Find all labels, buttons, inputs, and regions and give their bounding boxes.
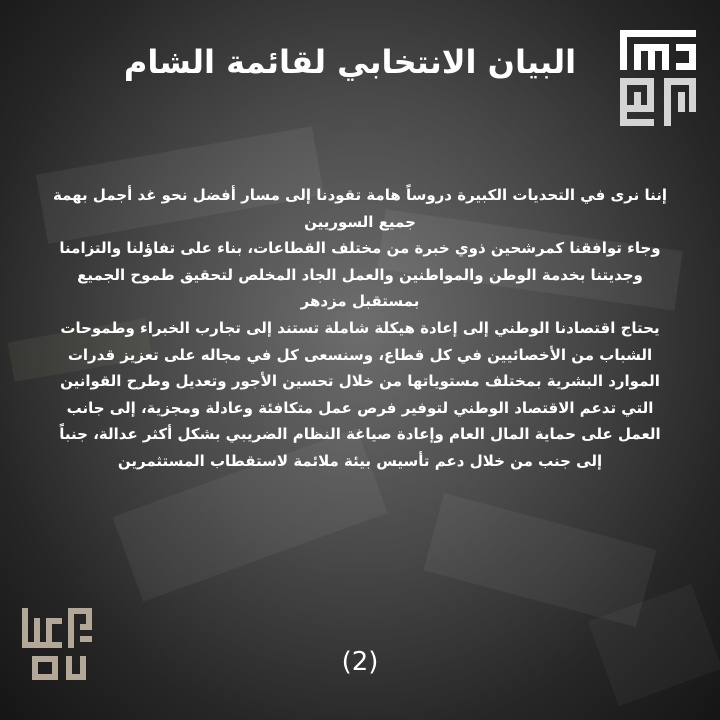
paragraph: إننا نرى في التحديات الكبيرة دروساً هامة تقودنا إلى مسار أفضل نحو غد أجمل بهمة جميع السوريين (53, 186, 667, 231)
hawiya-kufic-logo-icon (22, 608, 92, 680)
paragraph: يحتاج اقتصادنا الوطني إلى إعادة هيكلة شاملة تستند إلى تجارب الخبراء وطموحات الشباب من الأخصائيين في كل قطاع، وسنسعى كل في مجاله على تعزيز قدرات الموارد البشرية بمختلف مستوياتها من خلال تحسين الأجور وتعديل وطرح القوانين التي تدعم الاقتصاد الوطني لتوفير فرص عمل متكافئة وعادلة ومجزية، إلى جانب العمل على حماية المال العام وإعادة صياغة النظام الضريبي بشكل أكثر عدالة، جنباً إلى جنب من خلال دعم تأسيس بيئة ملائمة لاستقطاب المستثمرين (59, 318, 661, 470)
page-number: (2) (341, 647, 379, 677)
manifesto-body (44, 182, 676, 475)
sham-kufic-logo-icon (620, 30, 696, 126)
background-stripe (423, 493, 656, 627)
page-title: البيان الانتخابي لقائمة الشام (123, 43, 577, 81)
paragraph: وجاء توافقنا كمرشحين ذوي خبرة من مختلف القطاعات، بناء على تفاؤلنا والتزامنا وجديتنا بخدمة الوطن والمواطنين والعمل الجاد المخلص لتحقيق طموح الجميع بمستقبل مزدهر (59, 239, 661, 311)
